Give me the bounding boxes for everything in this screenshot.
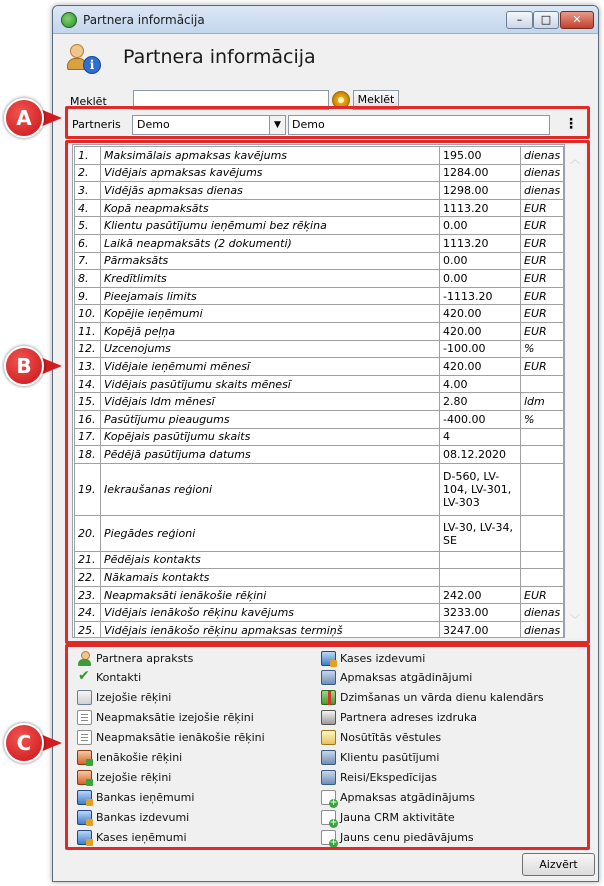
row-unit: ldm — [521, 393, 564, 411]
row-number: 15. — [75, 393, 101, 411]
row-value: -400.00 — [440, 410, 521, 428]
row-label: Pasūtījumu pieaugums — [101, 410, 440, 428]
row-label: Kopā neapmaksāts — [101, 199, 440, 217]
row-number: 4. — [75, 199, 101, 217]
close-window-button[interactable]: ✕ — [560, 11, 594, 29]
row-number: 2. — [75, 164, 101, 182]
partner-code-value: Demo — [137, 118, 170, 131]
row-number: 16. — [75, 410, 101, 428]
search-button[interactable]: Meklēt — [353, 90, 399, 110]
row-label: Vidējais apmaksas kavējums — [101, 164, 440, 182]
row-number: 11. — [75, 322, 101, 340]
link-label: Izejošie rēķini — [96, 691, 172, 705]
partner-info-window — [52, 5, 599, 882]
row-label: Pēdējā pasūtījuma datums — [101, 446, 440, 464]
window-title: Partnera informācija — [83, 13, 205, 27]
row-number: 7. — [75, 252, 101, 270]
row-value: 3247.00 — [440, 622, 521, 638]
link-label: Ienākošie rēķini — [96, 751, 183, 764]
row-label: Pārmaksāts — [101, 252, 440, 270]
row-label: Vidējais ienākošo rēķinu apmaksas termiņš — [101, 622, 440, 638]
row-number: 9. — [75, 287, 101, 305]
more-options-icon[interactable]: ⋮ — [564, 116, 578, 132]
row-value: 2.80 — [440, 393, 521, 411]
row-unit: % — [521, 340, 564, 358]
row-unit: EUR — [521, 287, 564, 305]
row-value: 1284.00 — [440, 164, 521, 182]
maximize-button[interactable]: □ — [533, 11, 559, 29]
row-label: Piegādes reģioni — [101, 516, 440, 551]
link-label: Izejošie rēķini — [96, 770, 172, 784]
row-number: 19. — [75, 463, 101, 516]
close-button[interactable]: Aizvērt — [522, 853, 595, 876]
row-unit: EUR — [521, 322, 564, 340]
chevron-down-icon[interactable]: ▼ — [269, 116, 285, 134]
row-number: 17. — [75, 428, 101, 446]
row-label: Uzcenojums — [101, 340, 440, 358]
row-unit: dienas — [521, 182, 564, 200]
row-unit: EUR — [521, 234, 564, 252]
row-number: 10. — [75, 305, 101, 323]
row-value: 3233.00 — [440, 604, 521, 622]
row-number: 13. — [75, 358, 101, 376]
row-number: 14. — [75, 375, 101, 393]
row-value: 420.00 — [440, 305, 521, 323]
link-label: Klientu pasūtījumi — [340, 751, 440, 764]
row-label: Vidējās apmaksas dienas — [101, 182, 440, 200]
link-label: Kontakti — [96, 671, 142, 685]
row-number: 3. — [75, 182, 101, 200]
link-label: Kases ieņēmumi — [96, 830, 187, 844]
row-value: 4 — [440, 428, 521, 446]
app-logo-icon — [61, 12, 77, 28]
row-number: 12. — [75, 340, 101, 358]
row-number: 6. — [75, 234, 101, 252]
link-label: Bankas ieņēmumi — [96, 790, 195, 804]
row-value: 4.00 — [440, 375, 521, 393]
partner-label: Partneris — [72, 118, 121, 131]
scroll-up-icon[interactable]: ︿ — [570, 155, 580, 166]
row-value: 1113.20 — [440, 234, 521, 252]
row-unit: EUR — [521, 217, 564, 235]
row-number: 5. — [75, 217, 101, 235]
link-label: Jauna CRM aktivitāte — [340, 810, 455, 824]
row-unit: % — [521, 410, 564, 428]
row-value: -100.00 — [440, 340, 521, 358]
row-label: Maksimālais apmaksas kavējums — [101, 147, 440, 165]
title-bar[interactable] — [53, 6, 598, 34]
callout-badge-c: C — [4, 723, 44, 763]
row-value: 08.12.2020 — [440, 446, 521, 464]
callout-badge-b: B — [4, 346, 44, 386]
search-label: Meklēt — [70, 95, 107, 108]
page-title: Partnera informācija — [123, 46, 316, 68]
row-value: 420.00 — [440, 358, 521, 376]
row-label: Laikā neapmaksāts (2 dokumenti) — [101, 234, 440, 252]
minimize-button[interactable]: – — [506, 11, 533, 29]
highlight-frame-c — [65, 644, 590, 850]
partner-name-field[interactable]: Demo — [288, 115, 550, 135]
row-label: Vidējais pasūtījumu skaits mēnesī — [101, 375, 440, 393]
row-label: Klientu pasūtījumu ieņēmumi bez rēķina — [101, 217, 440, 235]
link-label: Nosūtītās vēstules — [340, 731, 442, 745]
row-label: Vidējais ienākošo rēķinu kavējums — [101, 604, 440, 622]
row-label: Kopējā peļņa — [101, 322, 440, 340]
row-label: Pieejamais limits — [101, 287, 440, 305]
link-label: Partnera apraksts — [96, 651, 194, 665]
row-label: Vidējaie ieņēmumi mēnesī — [101, 358, 440, 376]
callout-badge-a: A — [4, 98, 44, 138]
row-unit: EUR — [521, 586, 564, 604]
row-label: Kopējais pasūtījumu skaits — [101, 428, 440, 446]
row-number: 8. — [75, 270, 101, 288]
link-label: Reisi/Ekspedīcijas — [340, 770, 437, 784]
row-label: Neapmaksāti ienākošie rēķini — [101, 586, 440, 604]
row-unit: EUR — [521, 358, 564, 376]
row-unit: EUR — [521, 252, 564, 270]
row-unit: dienas — [521, 147, 564, 165]
row-number: 22. — [75, 569, 101, 587]
row-label: Kopējie ieņēmumi — [101, 305, 440, 323]
link-label: Bankas izdevumi — [96, 810, 190, 824]
row-unit: EUR — [521, 199, 564, 217]
link-label: Kases izdevumi — [340, 651, 426, 665]
row-number: 20. — [75, 516, 101, 551]
row-value: D-560, LV-104, LV-301, LV-303 — [440, 463, 521, 516]
link-label: Neapmaksātie izejošie rēķini — [96, 711, 254, 725]
row-value: 0.00 — [440, 217, 521, 235]
row-label: Pēdējais kontakts — [101, 551, 440, 569]
row-label: Iekraušanas reģioni — [101, 463, 440, 516]
row-value: 195.00 — [440, 147, 521, 165]
row-unit: EUR — [521, 270, 564, 288]
row-label: Nākamais kontakts — [101, 569, 440, 587]
row-label: Kredītlimits — [101, 270, 440, 288]
row-label: Vidējais ldm mēnesī — [101, 393, 440, 411]
row-value: 0.00 — [440, 270, 521, 288]
highlight-frame-a — [65, 106, 590, 139]
highlight-frame-b — [65, 140, 590, 644]
row-number: 25. — [75, 622, 101, 638]
row-value: LV-30, LV-34, SE — [440, 516, 521, 551]
link-label: Dzimšanas un vārda dienu kalendārs — [340, 691, 544, 705]
row-unit: dienas — [521, 164, 564, 182]
partner-info-icon: i — [67, 42, 103, 76]
row-value: 0.00 — [440, 252, 521, 270]
row-value: 1298.00 — [440, 182, 521, 200]
row-value: 242.00 — [440, 586, 521, 604]
link-label: Apmaksas atgādinājums — [340, 790, 476, 804]
row-number: 1. — [75, 147, 101, 165]
row-value: 420.00 — [440, 322, 521, 340]
link-label: Jauns cenu piedāvājums — [340, 830, 474, 844]
link-label: Apmaksas atgādinājumi — [340, 671, 473, 685]
link-label: Partnera adreses izdruka — [340, 711, 477, 725]
row-number: 18. — [75, 446, 101, 464]
row-unit: dienas — [521, 604, 564, 622]
row-number: 24. — [75, 604, 101, 622]
row-value: -1113.20 — [440, 287, 521, 305]
row-unit: EUR — [521, 305, 564, 323]
scroll-down-icon[interactable]: ﹀ — [570, 615, 580, 626]
row-number: 21. — [75, 551, 101, 569]
row-unit: dienas — [521, 622, 564, 638]
row-number: 23. — [75, 586, 101, 604]
link-label: Neapmaksātie ienākošie rēķini — [96, 731, 265, 745]
row-value: 1113.20 — [440, 199, 521, 217]
